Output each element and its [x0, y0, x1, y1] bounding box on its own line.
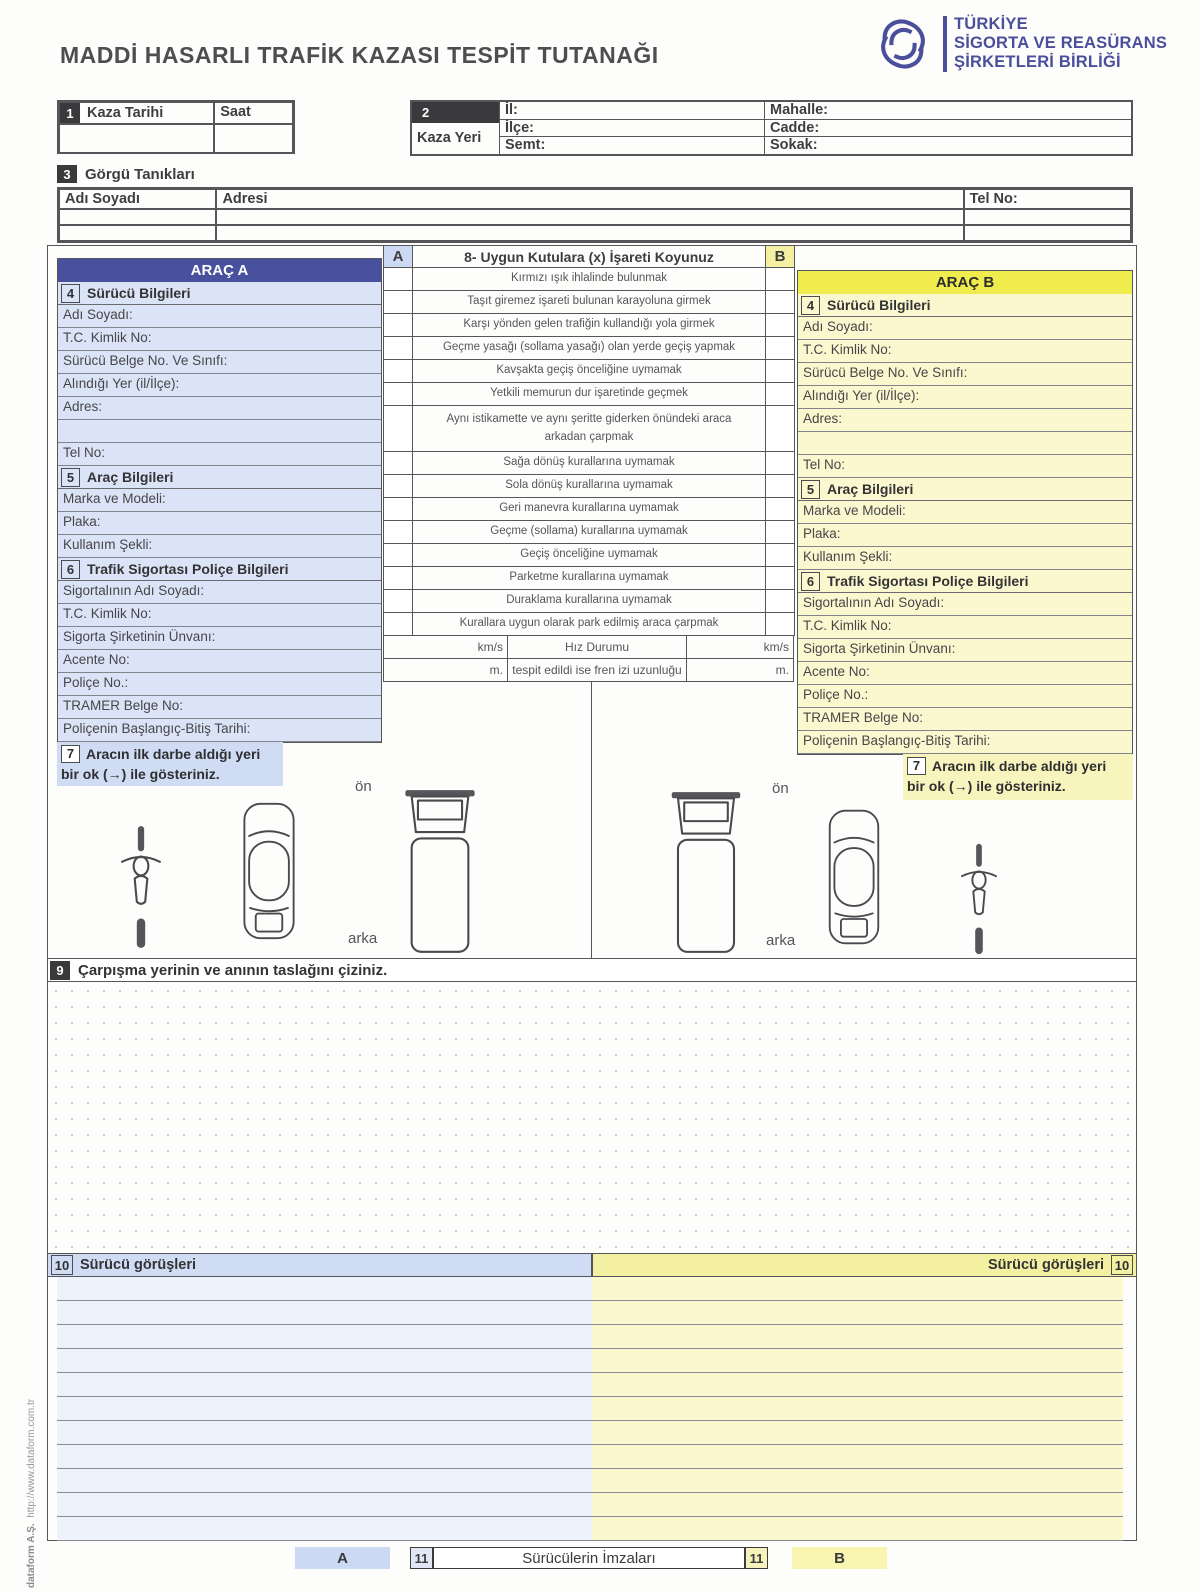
opinion-line-b[interactable] [592, 1493, 1123, 1517]
panel-section-header [58, 558, 381, 581]
opinion-line-b[interactable] [592, 1517, 1123, 1541]
section10-b-header [592, 1253, 1137, 1277]
opinion-line-a[interactable] [57, 1493, 592, 1517]
opinion-line-b[interactable] [592, 1349, 1123, 1373]
violation-label: Yetkili memurun dur işaretinde geçmek [413, 383, 765, 406]
violation-label: Geçiş önceliğine uymamak [413, 544, 765, 567]
witness-address-cell[interactable] [216, 209, 963, 225]
location-title-cell [412, 102, 500, 154]
violation-checkbox-a[interactable] [383, 497, 413, 521]
violation-row [383, 268, 795, 291]
section9-number: 9 [50, 961, 70, 980]
violation-checkbox-a[interactable] [383, 267, 413, 291]
violation-label: Geçme (sollama) kurallarına uymamak [413, 521, 765, 544]
field-row[interactable]: T.C. Kimlik No: [58, 604, 381, 627]
violation-checkbox-b[interactable] [765, 336, 795, 360]
field-row[interactable]: Marka ve Modeli: [798, 501, 1132, 524]
field-row-continuation[interactable] [798, 432, 1132, 455]
violation-row [383, 337, 795, 360]
printer-brand: dataform A.Ş. [26, 1523, 37, 1588]
violation-checkbox-a[interactable] [383, 520, 413, 544]
field-row[interactable]: Kullanım Şekli: [798, 547, 1132, 570]
section7-b-label [903, 754, 1133, 800]
violation-row [383, 498, 795, 521]
section1-number: 1 [60, 103, 80, 123]
violation-row [383, 314, 795, 337]
section7-a-line1: Aracın ilk darbe aldığı yeri [86, 746, 261, 762]
field-row[interactable]: Poliçe No.: [58, 673, 381, 696]
section10-a-number: 10 [51, 1255, 73, 1275]
field-row[interactable]: Adı Soyadı: [58, 305, 381, 328]
vehicle-b-truck-diagram[interactable] [668, 790, 744, 956]
violation-checkbox-b[interactable] [765, 451, 795, 475]
opinion-line-b[interactable] [592, 1397, 1123, 1421]
signatures-title: Sürücülerin İmzaları [433, 1547, 745, 1569]
field-row[interactable]: Sürücü Belge No. Ve Sınıfı: [58, 351, 381, 374]
witness-tel-header: Tel No: [964, 189, 1131, 209]
panel-section-number: 4 [801, 296, 820, 315]
speed-unit-a[interactable]: km/s [383, 635, 508, 659]
violation-checkbox-b[interactable] [765, 520, 795, 544]
field-row[interactable]: TRAMER Belge No: [58, 696, 381, 719]
witness-row [59, 225, 1131, 241]
field-row[interactable]: Plaka: [798, 524, 1132, 547]
field-row[interactable]: Acente No: [798, 662, 1132, 685]
date-label: Kaza Tarihi [87, 105, 164, 121]
column-a-header: A [383, 245, 413, 268]
field-row[interactable]: Tel No: [798, 455, 1132, 478]
section7-b-line2: bir ok (→) ile gösteriniz. [907, 778, 1066, 794]
panel-section-number: 6 [61, 560, 80, 579]
field-row[interactable]: Alındığı Yer (il/İlçe): [58, 374, 381, 397]
field-row[interactable]: T.C. Kimlik No: [798, 616, 1132, 639]
violation-checkbox-a[interactable] [383, 336, 413, 360]
violation-checkbox-b[interactable] [765, 267, 795, 291]
field-row[interactable]: Adı Soyadı: [798, 317, 1132, 340]
field-row[interactable]: Adres: [798, 409, 1132, 432]
opinion-line-a[interactable] [57, 1421, 592, 1445]
witness-name-cell[interactable] [59, 225, 216, 241]
violation-label: Kurallara uygun olarak park edilmiş araca çarpmak [413, 613, 765, 636]
driver-b-opinion-lines [592, 1277, 1123, 1541]
section10-b-number: 10 [1111, 1255, 1133, 1275]
witness-tel-cell[interactable] [964, 209, 1131, 225]
opinion-line-b[interactable] [592, 1277, 1123, 1301]
speed-row [383, 659, 795, 682]
field-row[interactable]: Marka ve Modeli: [58, 489, 381, 512]
violation-row [383, 521, 795, 544]
violation-row [383, 406, 795, 452]
section7-b-line1: Aracın ilk darbe aldığı yeri [932, 758, 1107, 774]
signature-a-box[interactable]: A [295, 1547, 390, 1569]
panel-section-header [58, 282, 381, 305]
violation-label: Sağa dönüş kurallarına uymamak [413, 452, 765, 475]
field-row[interactable]: Plaka: [58, 512, 381, 535]
collision-sketch-area[interactable] [48, 983, 1136, 1253]
location-title: Kaza Yeri [417, 130, 482, 146]
vehicle-a-truck-diagram[interactable] [402, 788, 478, 956]
vehicle-area-divider [591, 682, 592, 958]
section1-date-time-table [57, 100, 295, 154]
vehicle-b-panel [797, 270, 1133, 755]
panel-section-title: Araç Bilgileri [87, 469, 174, 485]
city-field[interactable]: İl: [500, 102, 764, 120]
violation-label: Parketme kurallarına uymamak [413, 567, 765, 590]
violation-checkbox-b[interactable] [765, 313, 795, 337]
violation-checkbox-b[interactable] [765, 566, 795, 590]
logo-divider [943, 16, 947, 72]
speed-unit-b[interactable]: m. [686, 658, 794, 682]
speed-unit-b[interactable]: km/s [686, 635, 794, 659]
speed-unit-a[interactable]: m. [383, 658, 508, 682]
section9-header [47, 958, 1137, 982]
witness-name-cell[interactable] [59, 209, 216, 225]
date-input-cell[interactable] [59, 124, 214, 154]
vehicle-a-car-diagram[interactable] [240, 800, 298, 942]
printer-note [26, 1399, 37, 1588]
field-row-continuation[interactable] [58, 420, 381, 443]
violation-checkbox-b[interactable] [765, 612, 795, 636]
section11-number-right: 11 [745, 1547, 768, 1569]
opinion-line-a[interactable] [57, 1277, 592, 1301]
panel-section-header [798, 478, 1132, 501]
panel-section-title: Sürücü Bilgileri [827, 297, 931, 313]
field-row[interactable]: Sigorta Şirketinin Ünvanı: [58, 627, 381, 650]
witness-address-header: Adresi [216, 189, 963, 209]
violation-row [383, 613, 795, 636]
neighborhood-field[interactable]: Mahalle: [765, 102, 1131, 120]
opinion-line-a[interactable] [57, 1397, 592, 1421]
violation-checkbox-b[interactable] [765, 543, 795, 567]
violation-row [383, 291, 795, 314]
violation-row [383, 452, 795, 475]
violations-title: 8- Uygun Kutulara (x) İşareti Koyunuz [413, 245, 765, 268]
violation-checkbox-b[interactable] [765, 474, 795, 498]
panel-section-header [798, 570, 1132, 593]
field-row[interactable]: Poliçenin Başlangıç-Bitiş Tarihi: [58, 719, 381, 742]
violation-checkbox-a[interactable] [383, 451, 413, 475]
opinion-line-b[interactable] [592, 1469, 1123, 1493]
front-label-b: ön [772, 780, 789, 797]
signature-b-box[interactable]: B [792, 1547, 887, 1569]
field-row[interactable]: Poliçe No.: [798, 685, 1132, 708]
panel-section-header [58, 466, 381, 489]
opinion-line-b[interactable] [592, 1445, 1123, 1469]
field-row[interactable]: Sigorta Şirketinin Ünvanı: [798, 639, 1132, 662]
vehicle-a-panel [57, 258, 382, 743]
panel-section-title: Trafik Sigortası Poliçe Bilgileri [827, 573, 1029, 589]
violations-body [383, 268, 795, 636]
location-right-column [765, 102, 1131, 154]
panel-section-number: 5 [61, 468, 80, 487]
avenue-field[interactable]: Cadde: [765, 120, 1131, 138]
violation-checkbox-a[interactable] [383, 290, 413, 314]
location-left-column [500, 102, 765, 154]
witness-tel-cell[interactable] [964, 225, 1131, 241]
opinion-line-a[interactable] [57, 1325, 592, 1349]
field-row[interactable]: Alındığı Yer (il/İlçe): [798, 386, 1132, 409]
violation-row [383, 590, 795, 613]
opinion-line-a[interactable] [57, 1349, 592, 1373]
logo-text [954, 15, 1167, 72]
back-label-b: arka [766, 932, 796, 949]
quarter-field[interactable]: Semt: [505, 137, 546, 154]
section7-a-number: 7 [61, 745, 80, 763]
section2-number: 2 [412, 102, 499, 123]
violation-checkbox-b[interactable] [765, 589, 795, 613]
front-label-a: ön [355, 778, 372, 795]
opinion-line-b[interactable] [592, 1421, 1123, 1445]
field-row[interactable]: TRAMER Belge No: [798, 708, 1132, 731]
violation-row [383, 360, 795, 383]
violation-checkbox-a[interactable] [383, 566, 413, 590]
violation-label: Geri manevra kurallarına uymamak [413, 498, 765, 521]
time-input-cell[interactable] [214, 124, 293, 154]
violation-checkbox-b[interactable] [765, 497, 795, 521]
speed-row-label: tespit edildi ise fren izi uzunluğu [507, 658, 687, 682]
violation-checkbox-a[interactable] [383, 359, 413, 383]
printer-url: http://www.dataform.com.tr [26, 1398, 37, 1518]
opinion-line-a[interactable] [57, 1517, 592, 1541]
violations-header [383, 245, 795, 268]
witnesses-table [57, 187, 1133, 243]
vehicle-b-car-diagram[interactable] [826, 806, 882, 948]
violation-label: Karşı yönden gelen trafiğin kullandığı yola girmek [413, 314, 765, 337]
violation-row [383, 544, 795, 567]
column-b-header: B [765, 245, 795, 268]
field-row[interactable]: Sürücü Belge No. Ve Sınıfı: [798, 363, 1132, 386]
field-row[interactable]: T.C. Kimlik No: [58, 328, 381, 351]
violation-checkbox-a[interactable] [383, 543, 413, 567]
field-row[interactable]: Adres: [58, 397, 381, 420]
panel-section-number: 6 [801, 572, 820, 591]
district-field[interactable]: İlçe: [500, 120, 764, 138]
field-row[interactable]: Sigortalının Adı Soyadı: [798, 593, 1132, 616]
section11-number-left: 11 [410, 1547, 433, 1569]
driver-a-opinion-lines [57, 1277, 592, 1541]
panel-section-title: Sürücü Bilgileri [87, 285, 191, 301]
panel-section-title: Trafik Sigortası Poliçe Bilgileri [87, 561, 289, 577]
panel-section-header [798, 294, 1132, 317]
time-header-cell: Saat [214, 102, 293, 124]
speed-row-label: Hız Durumu [507, 635, 687, 659]
opinion-line-b[interactable] [592, 1301, 1123, 1325]
opinion-line-a[interactable] [57, 1301, 592, 1325]
panel-section-title: Araç Bilgileri [827, 481, 914, 497]
field-row[interactable]: Acente No: [58, 650, 381, 673]
violation-checkbox-b[interactable] [765, 382, 795, 406]
section7-b-number: 7 [907, 757, 926, 775]
section10-a-header [47, 1253, 592, 1277]
section7-a-label [57, 742, 283, 786]
violation-label: Kırmızı ışık ihlalinde bulunmak [413, 268, 765, 291]
violation-label: Taşıt giremez işareti bulunan karayoluna girmek [413, 291, 765, 314]
field-row[interactable]: Kullanım Şekli: [58, 535, 381, 558]
opinion-line-b[interactable] [592, 1325, 1123, 1349]
section3-number: 3 [57, 165, 77, 183]
opinion-line-a[interactable] [57, 1469, 592, 1493]
speed-row [383, 636, 795, 659]
section2-location-table [410, 100, 1133, 156]
violation-checkbox-a[interactable] [383, 382, 413, 406]
violation-label: Geçme yasağı (sollama yasağı) olan yerde geçiş yapmak [413, 337, 765, 360]
section10-a-title: Sürücü görüşleri [80, 1257, 197, 1273]
field-row[interactable]: Poliçenin Başlangıç-Bitiş Tarihi: [798, 731, 1132, 754]
logo-line-2: SİGORTA VE REASÜRANS [954, 34, 1168, 52]
opinion-line-b[interactable] [592, 1373, 1123, 1397]
opinion-line-a[interactable] [57, 1445, 592, 1469]
field-row[interactable]: T.C. Kimlik No: [798, 340, 1132, 363]
violation-checkbox-a[interactable] [383, 474, 413, 498]
section10-b-title: Sürücü görüşleri [987, 1257, 1104, 1273]
tsrsb-logo-icon [872, 13, 934, 75]
field-row[interactable]: Tel No: [58, 443, 381, 466]
violation-checkbox-a[interactable] [383, 612, 413, 636]
violation-checkbox-b[interactable] [765, 290, 795, 314]
violation-checkbox-a[interactable] [383, 589, 413, 613]
violation-label: Kavşakta geçiş önceliğine uymamak [413, 360, 765, 383]
violation-label: Duraklama kurallarına uymamak [413, 590, 765, 613]
violation-checkbox-a[interactable] [383, 313, 413, 337]
vehicle-panel-title: ARAÇ B [798, 271, 1132, 294]
section8-violations-column [383, 245, 795, 682]
witness-row [59, 209, 1131, 225]
witness-name-header: Adı Soyadı [59, 189, 216, 209]
sketch-title: Çarpışma yerinin ve anının taslağını çiziniz. [78, 961, 388, 979]
violation-checkbox-b[interactable] [765, 405, 795, 452]
logo-line-1: TÜRKİYE [954, 15, 1028, 33]
violation-row [383, 383, 795, 406]
vehicle-a-motorcycle-diagram[interactable] [120, 822, 162, 952]
section7-a-line2: bir ok (→) ile gösteriniz. [61, 766, 220, 782]
witnesses-title: Görgü Tanıkları [85, 165, 195, 183]
back-label-a: arka [348, 930, 378, 947]
panel-section-number: 5 [801, 480, 820, 499]
vehicle-panel-title: ARAÇ A [58, 259, 381, 282]
violation-checkbox-b[interactable] [765, 359, 795, 383]
street-field[interactable]: Sokak: [770, 137, 818, 154]
witness-address-cell[interactable] [216, 225, 963, 241]
vehicle-b-motorcycle-diagram[interactable] [958, 842, 1000, 956]
page-title: MADDİ HASARLI TRAFİK KAZASI TESPİT TUTANAĞI [60, 42, 659, 68]
violation-row [383, 475, 795, 498]
opinion-line-a[interactable] [57, 1373, 592, 1397]
violation-label: Sola dönüş kurallarına uymamak [413, 475, 765, 498]
panel-section-number: 4 [61, 284, 80, 303]
violation-row [383, 567, 795, 590]
witness-rows [59, 209, 1131, 241]
section3-title-row [57, 165, 195, 183]
field-row[interactable]: Sigortalının Adı Soyadı: [58, 581, 381, 604]
date-header-cell [59, 102, 214, 124]
logo-line-3: ŞİRKETLERİ BİRLİĞİ [954, 53, 1121, 71]
violation-label: Aynı istikamette ve aynı şeritte giderken önündeki araca arkadan çarpmak [413, 406, 765, 452]
speed-rows [383, 636, 795, 682]
violation-checkbox-a[interactable] [383, 405, 413, 452]
